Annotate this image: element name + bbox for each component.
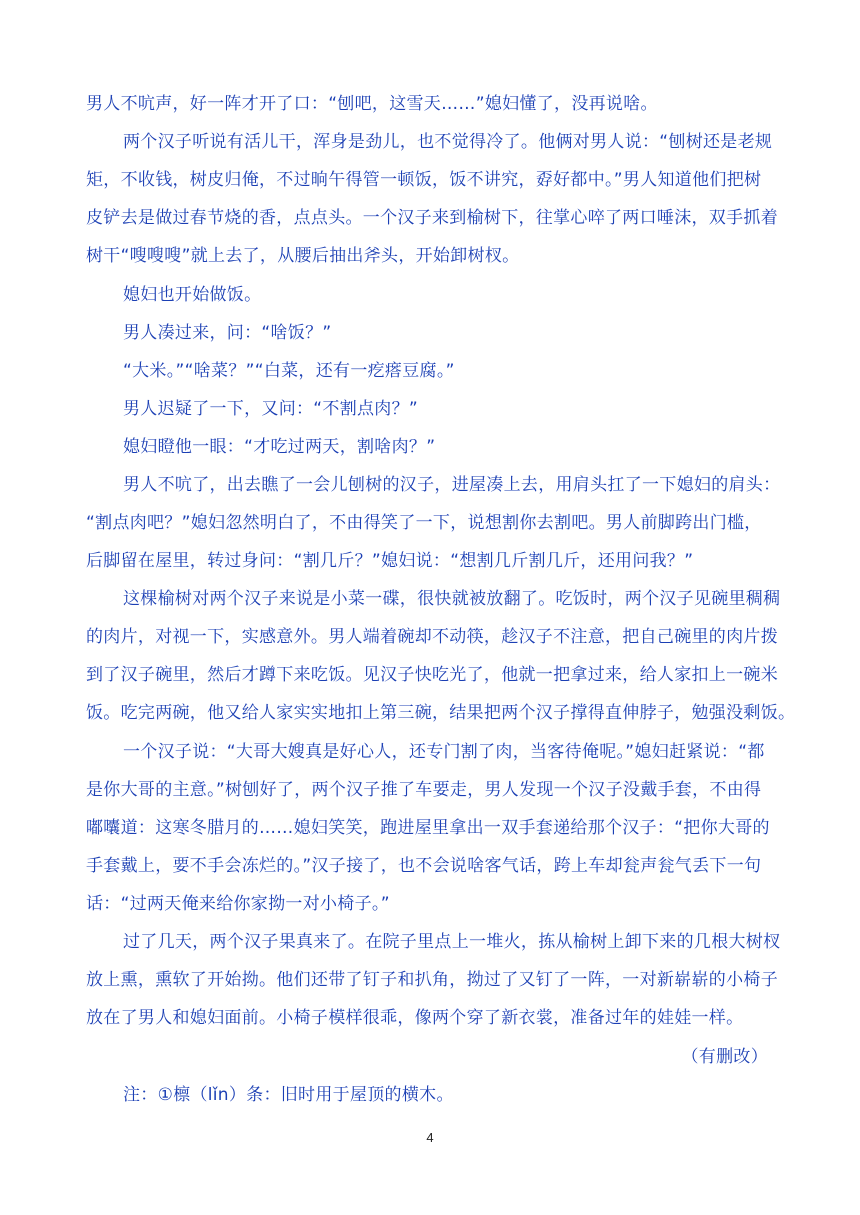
paragraph-2-line-1: 两个汉子听说有活儿干，浑身是劲儿，也不觉得冷了。他俩对男人说：“刨树还是老规 (123, 132, 773, 152)
paragraph-11-line-1: 过了几天，两个汉子果真来了。在院子里点上一堆火，拣从榆树上卸下来的几根大树杈 (123, 932, 781, 952)
paragraph-8-line-1: 男人不吭了，出去瞧了一会儿刨树的汉子，进屋凑上去，用肩头扛了一下媳妇的肩头： (123, 475, 781, 495)
paragraph-6-line-1: 男人迟疑了一下，又问：“不割点肉？” (123, 399, 419, 419)
paragraph-8-line-3: 后脚留在屋里，转过身问：“割几斤？”媳妇说：“想割几斤割几斤，还用问我？” (86, 551, 694, 571)
paragraph-9-line-2: 的肉片，对视一下，实感意外。男人端着碗却不动筷，趁汉子不注意，把自己碗里的肉片拨 (86, 627, 778, 647)
paragraph-7-line-1: 媳妇瞪他一眼：“才吃过两天，割啥肉？” (123, 437, 436, 457)
paragraph-4-line-1: 男人凑过来，问：“啥饭？” (123, 323, 332, 343)
paragraph-8-line-2: “割点肉吧？”媳妇忽然明白了，不由得笑了一下，说想割你去割吧。男人前脚跨出门槛， (86, 513, 762, 533)
source-note: （有删改） (681, 1047, 768, 1067)
paragraph-9-line-4: 饭。吃完两碗，他又给人家实实地扣上第三碗，结果把两个汉子撑得直伸脖子，勉强没剩饭。 (86, 703, 796, 723)
paragraph-10-line-2: 是你大哥的主意。”树刨好了，两个汉子推了车要走，男人发现一个汉子没戴手套，不由得 (86, 780, 762, 800)
paragraph-9-line-3: 到了汉子碗里，然后才蹲下来吃饭。见汉子快吃光了，他就一把拿过来，给人家扣上一碗米 (86, 665, 778, 685)
paragraph-9-line-1: 这棵榆树对两个汉子来说是小菜一碟，很快就被放翻了。吃饭时，两个汉子见碗里稠稠 (123, 589, 781, 609)
footnote: 注：①檩（lǐn）条：旧时用于屋顶的横木。 (123, 1085, 454, 1105)
paragraph-10-line-1: 一个汉子说：“大哥大嫂真是好心人，还专门割了肉，当客待俺呢。”媳妇赶紧说：“都 (123, 742, 765, 762)
paragraph-2-line-4: 树干“嗖嗖嗖”就上去了，从腰后抽出斧头，开始卸树杈。 (86, 246, 520, 266)
page-number: 4 (426, 1130, 434, 1145)
paragraph-1-line-1: 男人不吭声，好一阵才开了口：“刨吧，这雪天……”媳妇懂了，没再说啥。 (86, 94, 658, 114)
paragraph-11-line-3: 放在了男人和媳妇面前。小椅子模样很乖，像两个穿了新衣裳，准备过年的娃娃一样。 (86, 1008, 744, 1028)
paragraph-3-line-1: 媳妇也开始做饭。 (123, 285, 262, 305)
paragraph-5-line-1: “大米。”“啥菜？”“白菜，还有一疙瘩豆腐。” (123, 361, 455, 381)
paragraph-10-line-5: 话：“过两天俺来给你家拗一对小椅子。” (86, 894, 390, 914)
paragraph-10-line-4: 手套戴上，要不手会冻烂的。”汉子接了，也不会说啥客气话，跨上车却瓮声瓮气丢下一句 (86, 856, 762, 876)
paragraph-2-line-3: 皮铲去是做过春节烧的香，点点头。一个汉子来到榆树下，往掌心啐了两口唾沫，双手抓着 (86, 208, 778, 228)
paragraph-11-line-2: 放上熏，熏软了开始拗。他们还带了钉子和扒角，拗过了又钉了一阵，一对新崭崭的小椅子 (86, 970, 778, 990)
paragraph-10-line-3: 嘟囔道：这寒冬腊月的……媳妇笑笑，跑进屋里拿出一双手套递给那个汉子：“把你大哥的 (86, 818, 770, 838)
paragraph-2-line-2: 矩，不收钱，树皮归俺，不过晌午得管一顿饭，饭不讲究，孬好都中。”男人知道他们把树 (86, 170, 762, 190)
